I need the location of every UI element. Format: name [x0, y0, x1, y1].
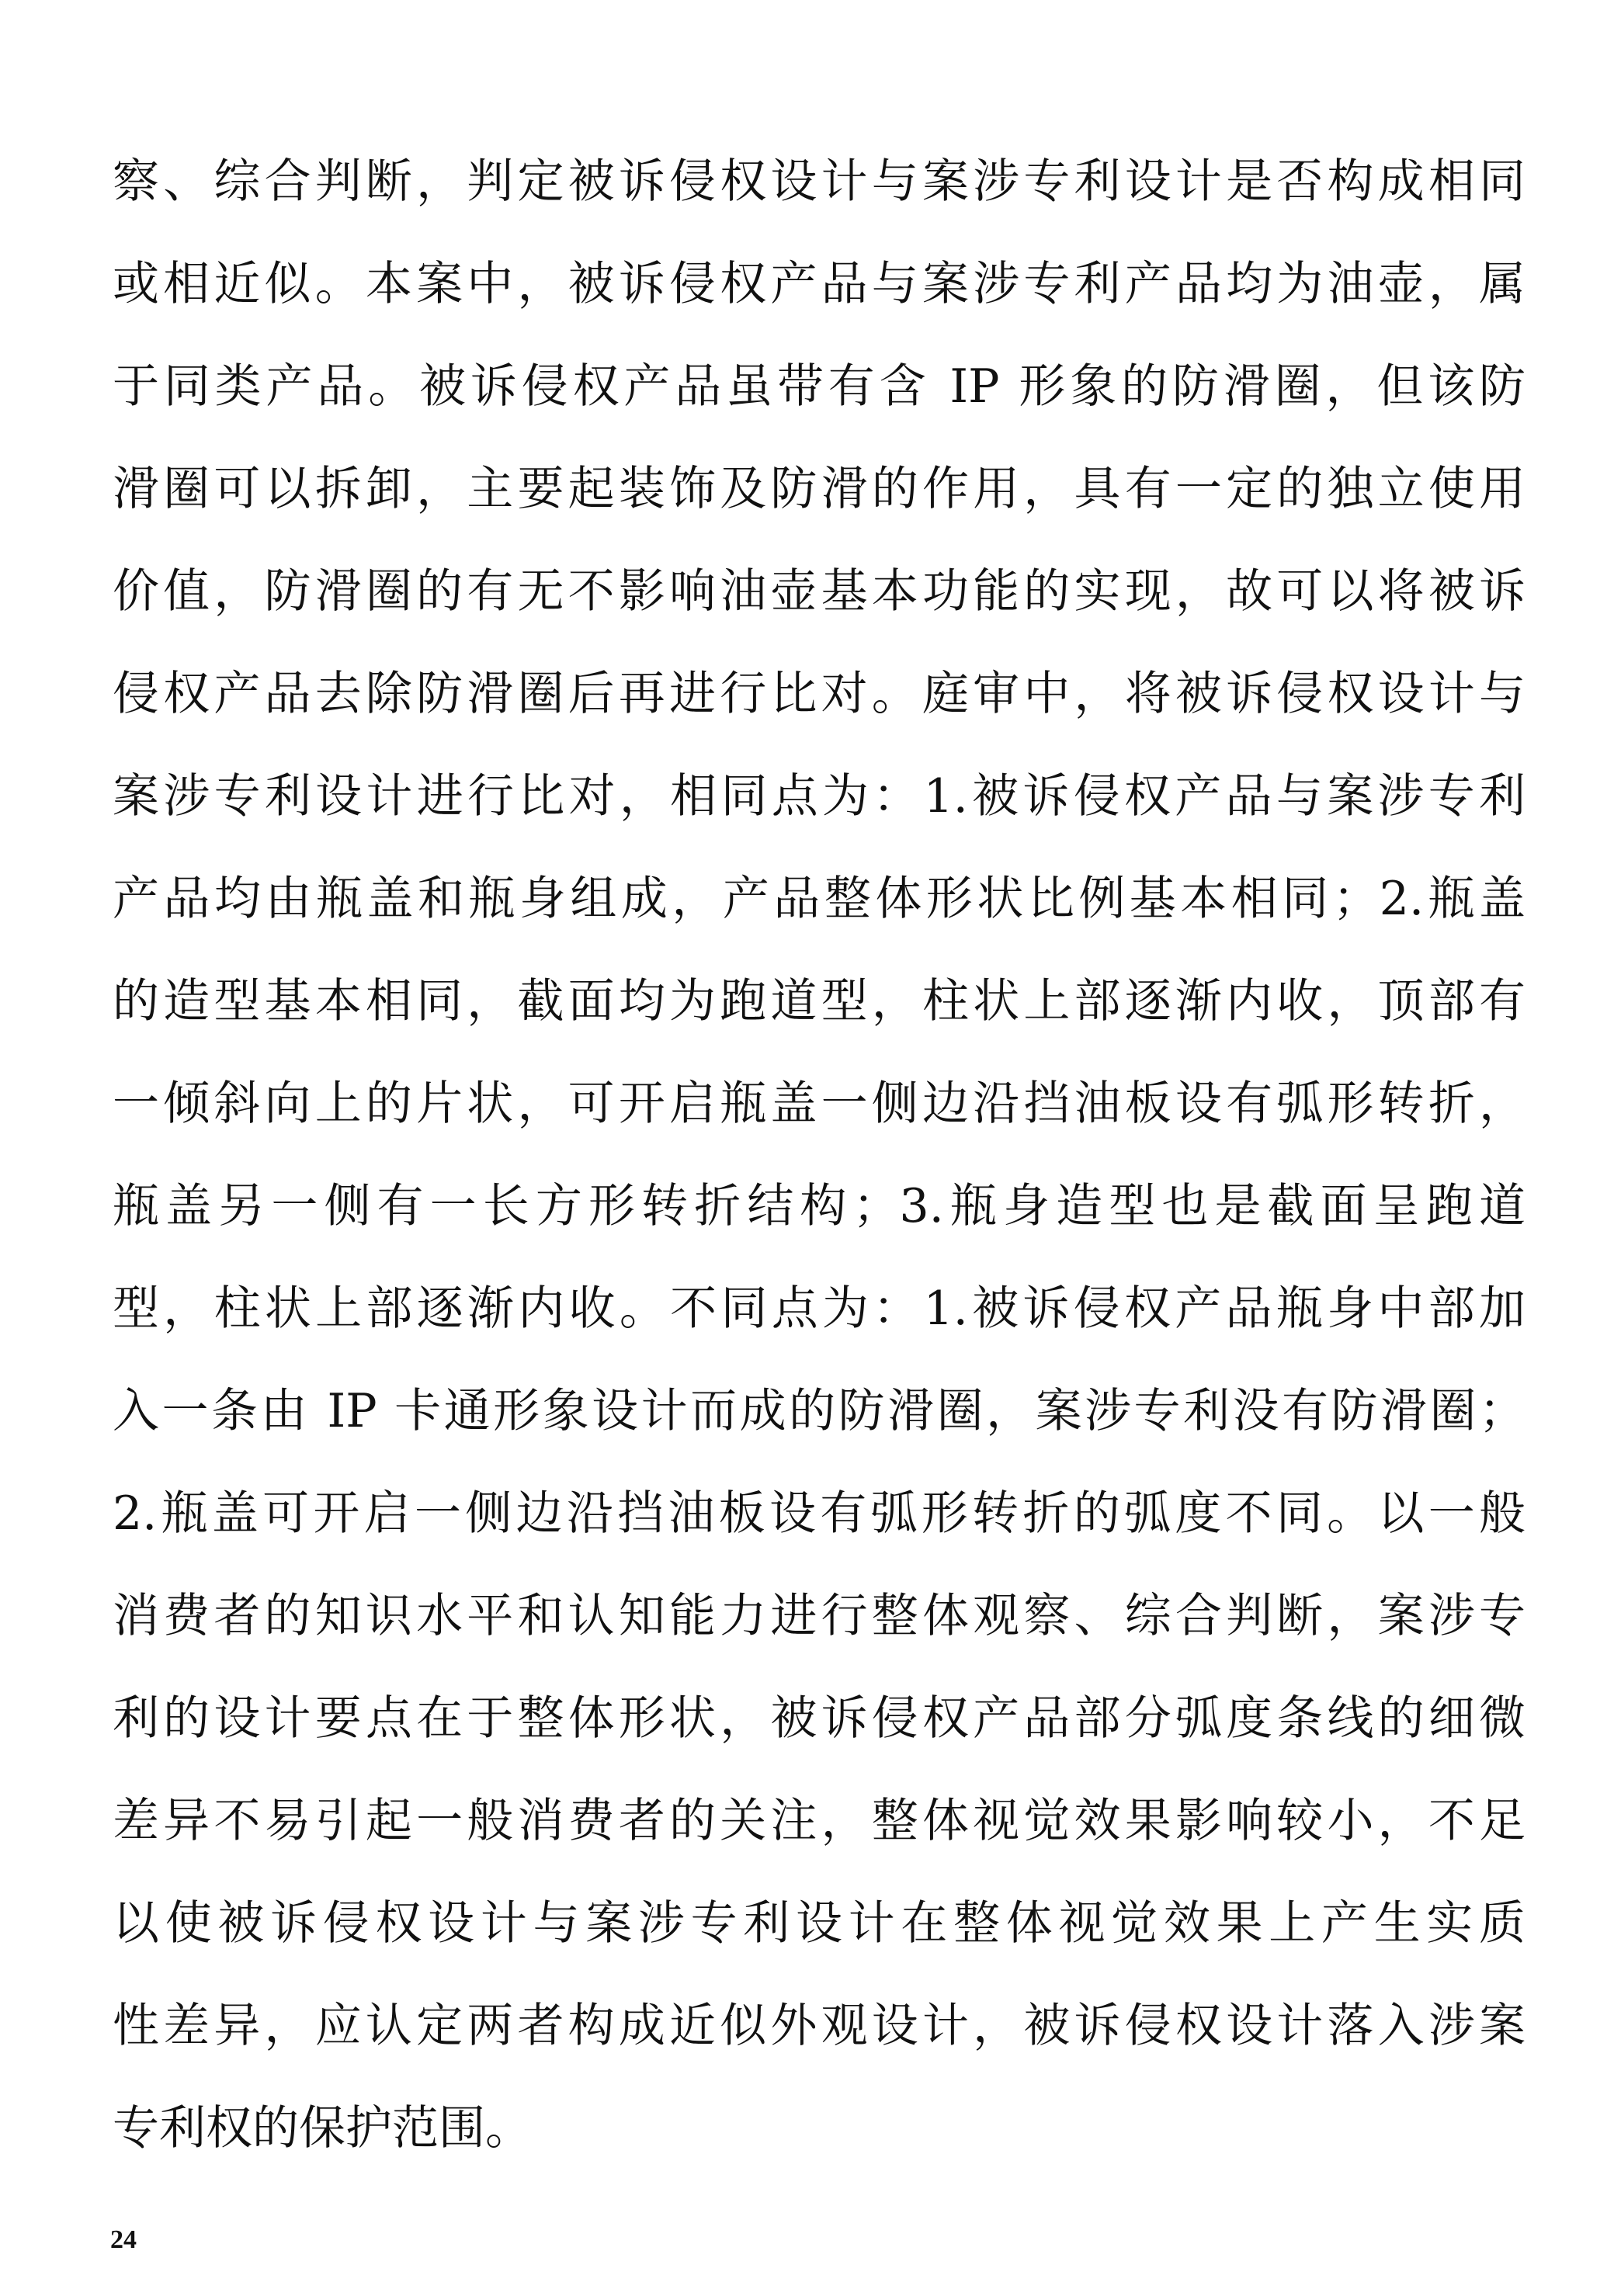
- text-line: 消费者的知识水平和认知能力进行整体观察、综合判断，案涉专: [113, 1589, 1526, 1643]
- text-line: 于同类产品。被诉侵权产品虽带有含 IP 形象的防滑圈，但该防: [113, 359, 1526, 414]
- text-line: 侵权产品去除防滑圈后再进行比对。庭审中，将被诉侵权设计与: [113, 667, 1526, 721]
- text-line: 入一条由 IP 卡通形象设计而成的防滑圈，案涉专利没有防滑圈；: [113, 1384, 1526, 1438]
- text-line: 2.瓶盖可开启一侧边沿挡油板设有弧形转折的弧度不同。以一般: [113, 1486, 1526, 1541]
- text-line: 专利权的保护范围。: [113, 2101, 532, 2156]
- page-number: 24: [110, 2225, 137, 2254]
- text-line: 型，柱状上部逐渐内收。不同点为：1.被诉侵权产品瓶身中部加: [113, 1282, 1526, 1336]
- text-line: 价值，防滑圈的有无不影响油壶基本功能的实现，故可以将被诉: [113, 564, 1526, 619]
- text-line: 或相近似。本案中，被诉侵权产品与案涉专利产品均为油壶，属: [113, 257, 1526, 311]
- body-paragraph: [113, 130, 1526, 2180]
- text-line: 滑圈可以拆卸，主要起装饰及防滑的作用，具有一定的独立使用: [113, 462, 1526, 516]
- text-line: 性差异，应认定两者构成近似外观设计，被诉侵权设计落入涉案: [113, 1999, 1526, 2053]
- text-line: 差异不易引起一般消费者的关注，整体视觉效果影响较小，不足: [113, 1794, 1526, 1848]
- text-line: 以使被诉侵权设计与案涉专利设计在整体视觉效果上产生实质: [113, 1896, 1526, 1951]
- text-line: 察、综合判断，判定被诉侵权设计与案涉专利设计是否构成相同: [113, 154, 1526, 209]
- text-line: 瓶盖另一侧有一长方形转折结构；3.瓶身造型也是截面呈跑道: [113, 1179, 1526, 1233]
- text-line: 案涉专利设计进行比对，相同点为：1.被诉侵权产品与案涉专利: [113, 769, 1526, 824]
- text-line: 利的设计要点在于整体形状，被诉侵权产品部分弧度条线的细微: [113, 1691, 1526, 1746]
- text-line: 一倾斜向上的片状，可开启瓶盖一侧边沿挡油板设有弧形转折，: [113, 1077, 1526, 1131]
- text-line: 产品均由瓶盖和瓶身组成，产品整体形状比例基本相同；2.瓶盖: [113, 872, 1526, 926]
- text-line: 的造型基本相同，截面均为跑道型，柱状上部逐渐内收，顶部有: [113, 974, 1526, 1028]
